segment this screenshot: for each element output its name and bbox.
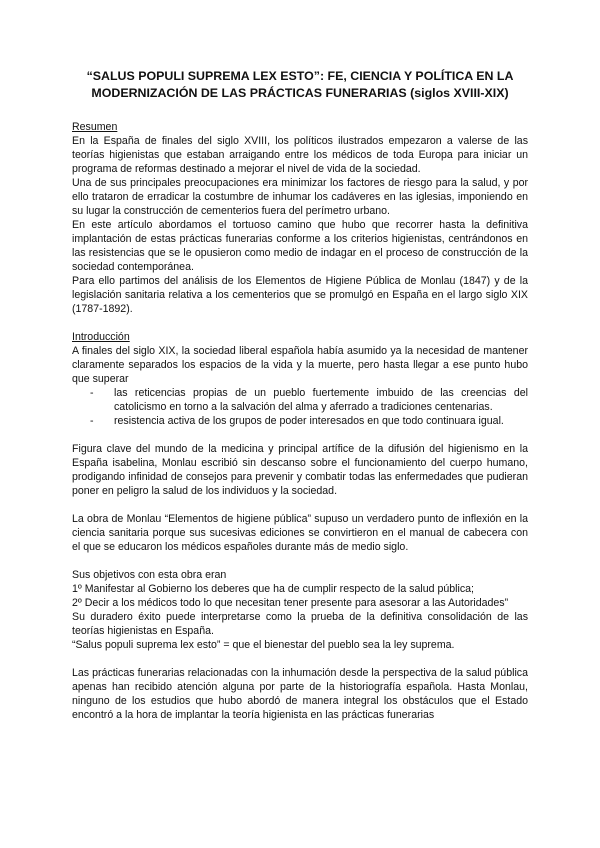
objetivo-1: 1º Manifestar al Gobierno los deberes que ha de cumplir respecto de la salud pública; (72, 583, 474, 595)
document-page (72, 68, 528, 722)
list-item-text: resistencia activa de los grupos de poder interesados en que todo continuara igual. (114, 415, 504, 427)
lema-line: “Salus populi suprema lex esto” = que el bienestar del pueblo sea la ley suprema. (72, 639, 455, 651)
list-item (90, 414, 528, 428)
exito-paragraph: Su duradero éxito puede interpretarse como la prueba de la definitiva consolidación de las teorías higienistas en España. (72, 611, 528, 637)
practicas-paragraph: Las prácticas funerarias relacionadas con la inhumación desde la perspectiva de la salud pública apenas han recibido atención alguna por parte de la historiografía española. Hasta Monlau, ninguno de los estudios que hubo abordó de manera integral los obstáculos que el Estado encontró a la hora de implantar la teoría higienista en las prácticas funerarias (72, 667, 528, 721)
document-title: “SALUS POPULI SUPREMA LEX ESTO”: FE, CIENCIA Y POLÍTICA EN LA MODERNIZACIÓN DE LAS PRÁCTICAS FUNERARIAS (siglos XVIII-XIX) (86, 69, 514, 100)
dash-bullet: - (90, 415, 94, 427)
obra-paragraph: La obra de Monlau “Elementos de higiene pública” supuso un verdadero punto de inflexión en la ciencia sanitaria porque sus sucesivas ediciones se convirtieron en el manual de cabecera con el que se educaron los médicos españoles durante más de medio siglo. (72, 513, 528, 553)
objetivo-2: 2º Decir a los médicos todo lo que necesitan tener presente para asesorar a las Autoridades” (72, 597, 509, 609)
resumen-paragraph-4: Para ello partimos del análisis de los Elementos de Higiene Pública de Monlau (1847) y de la legislación sanitaria relativa a los cementerios que se promulgó en España en el largo siglo XIX (1787-1892). (72, 275, 528, 315)
objetivos-intro: Sus objetivos con esta obra eran (72, 569, 227, 581)
resumen-paragraph-2: Una de sus principales preocupaciones era minimizar los factores de riesgo para la salud, y por ello trataron de erradicar la costumbre de inhumar los cadáveres en las iglesias, imponiendo en su lugar la construcción de cementerios fuera del perímetro urbano. (72, 177, 528, 217)
dash-bullet: - (90, 387, 94, 399)
list-item (90, 386, 528, 414)
figura-paragraph: Figura clave del mundo de la medicina y principal artífice de la difusión del higienismo en la España isabelina, Monlau escribió sin descanso sobre el funcionamiento del cuerpo humano, prodigando infinidad de consejos para prevenir y combatir todas las enfermedades que pudieran poner en peligro la salud de los individuos y la sociedad. (72, 443, 528, 497)
resistance-list (72, 386, 528, 428)
introduccion-paragraph: A finales del siglo XIX, la sociedad liberal española había asumido ya la necesidad de mantener claramente separados los espacios de la vida y la muerte, pero hasta llegar a ese punto hubo que superar (72, 345, 528, 385)
introduccion-heading: Introducción (72, 331, 130, 343)
list-item-text: las reticencias propias de un pueblo fuertemente imbuido de las creencias del catolicismo en torno a la salvación del alma y aferrado a tradiciones centenarias. (114, 387, 528, 413)
resumen-paragraph-3: En este artículo abordamos el tortuoso camino que hubo que recorrer hasta la definitiva implantación de estas prácticas funerarias conforme a los criterios higienistas, centrándonos en las resistencias que se le opusieron como medio de indagar en el proceso de construcción de la sociedad contemporánea. (72, 219, 528, 273)
resumen-heading: Resumen (72, 121, 118, 133)
resumen-paragraph-1: En la España de finales del siglo XVIII, los políticos ilustrados empezaron a valerse de las teorías higienistas que estaban arraigando entre los médicos de toda Europa para iniciar un programa de reformas destinado a mejorar el nivel de vida de la sociedad. (72, 135, 528, 175)
